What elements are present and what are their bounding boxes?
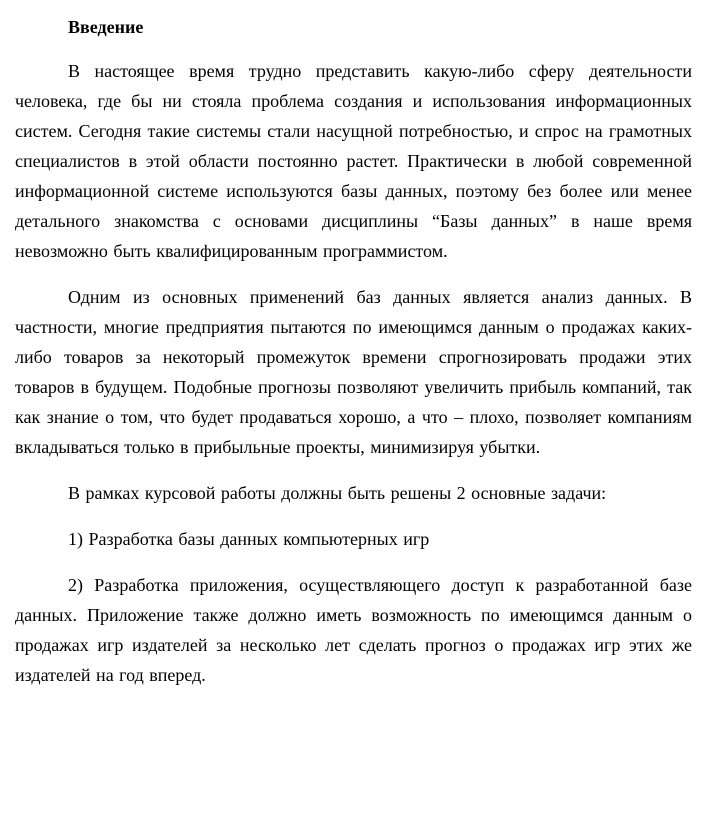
paragraph-tasks-lead: В рамках курсовой работы должны быть решены 2 основные задачи: [68, 483, 607, 503]
paragraph-task-2: 2) Разработка приложения, осуществляющего доступ к разработанной базе данных. Приложение также должно иметь возможность по имеющимся данным о продажах игр издателей за несколько лет сделать прогноз о продажах игр этих же издателей на год вперед. [15, 575, 692, 685]
paragraph-task-1: 1) Разработка базы данных компьютерных игр [68, 529, 430, 549]
paragraph-data-analysis: Одним из основных применений баз данных является анализ данных. В частности, многие предприятия пытаются по имеющимся данным о продажах каких-либо товаров за некоторый промежуток времени спрогнозировать продажи этих товаров в будущем. Подобные прогнозы позволяют увеличить прибыль компаний, так как знание о том, что будет продаваться хорошо, а что – плохо, позволяет компаниям вкладываться только в прибыльные проекты, минимизируя убытки. [15, 287, 692, 457]
document-title: Введение [68, 17, 144, 37]
paragraph-intro: В настоящее время трудно представить какую-либо сферу деятельности человека, где бы ни стояла проблема создания и использования информационных систем. Сегодня такие системы стали насущной потребностью, и спрос на грамотных специалистов в этой области постоянно растет. Практически в любой современной информационной системе используются базы данных, поэтому без более или менее детального знакомства с основами дисциплины “Базы данных” в наше время невозможно быть квалифицированным программистом. [15, 61, 692, 261]
